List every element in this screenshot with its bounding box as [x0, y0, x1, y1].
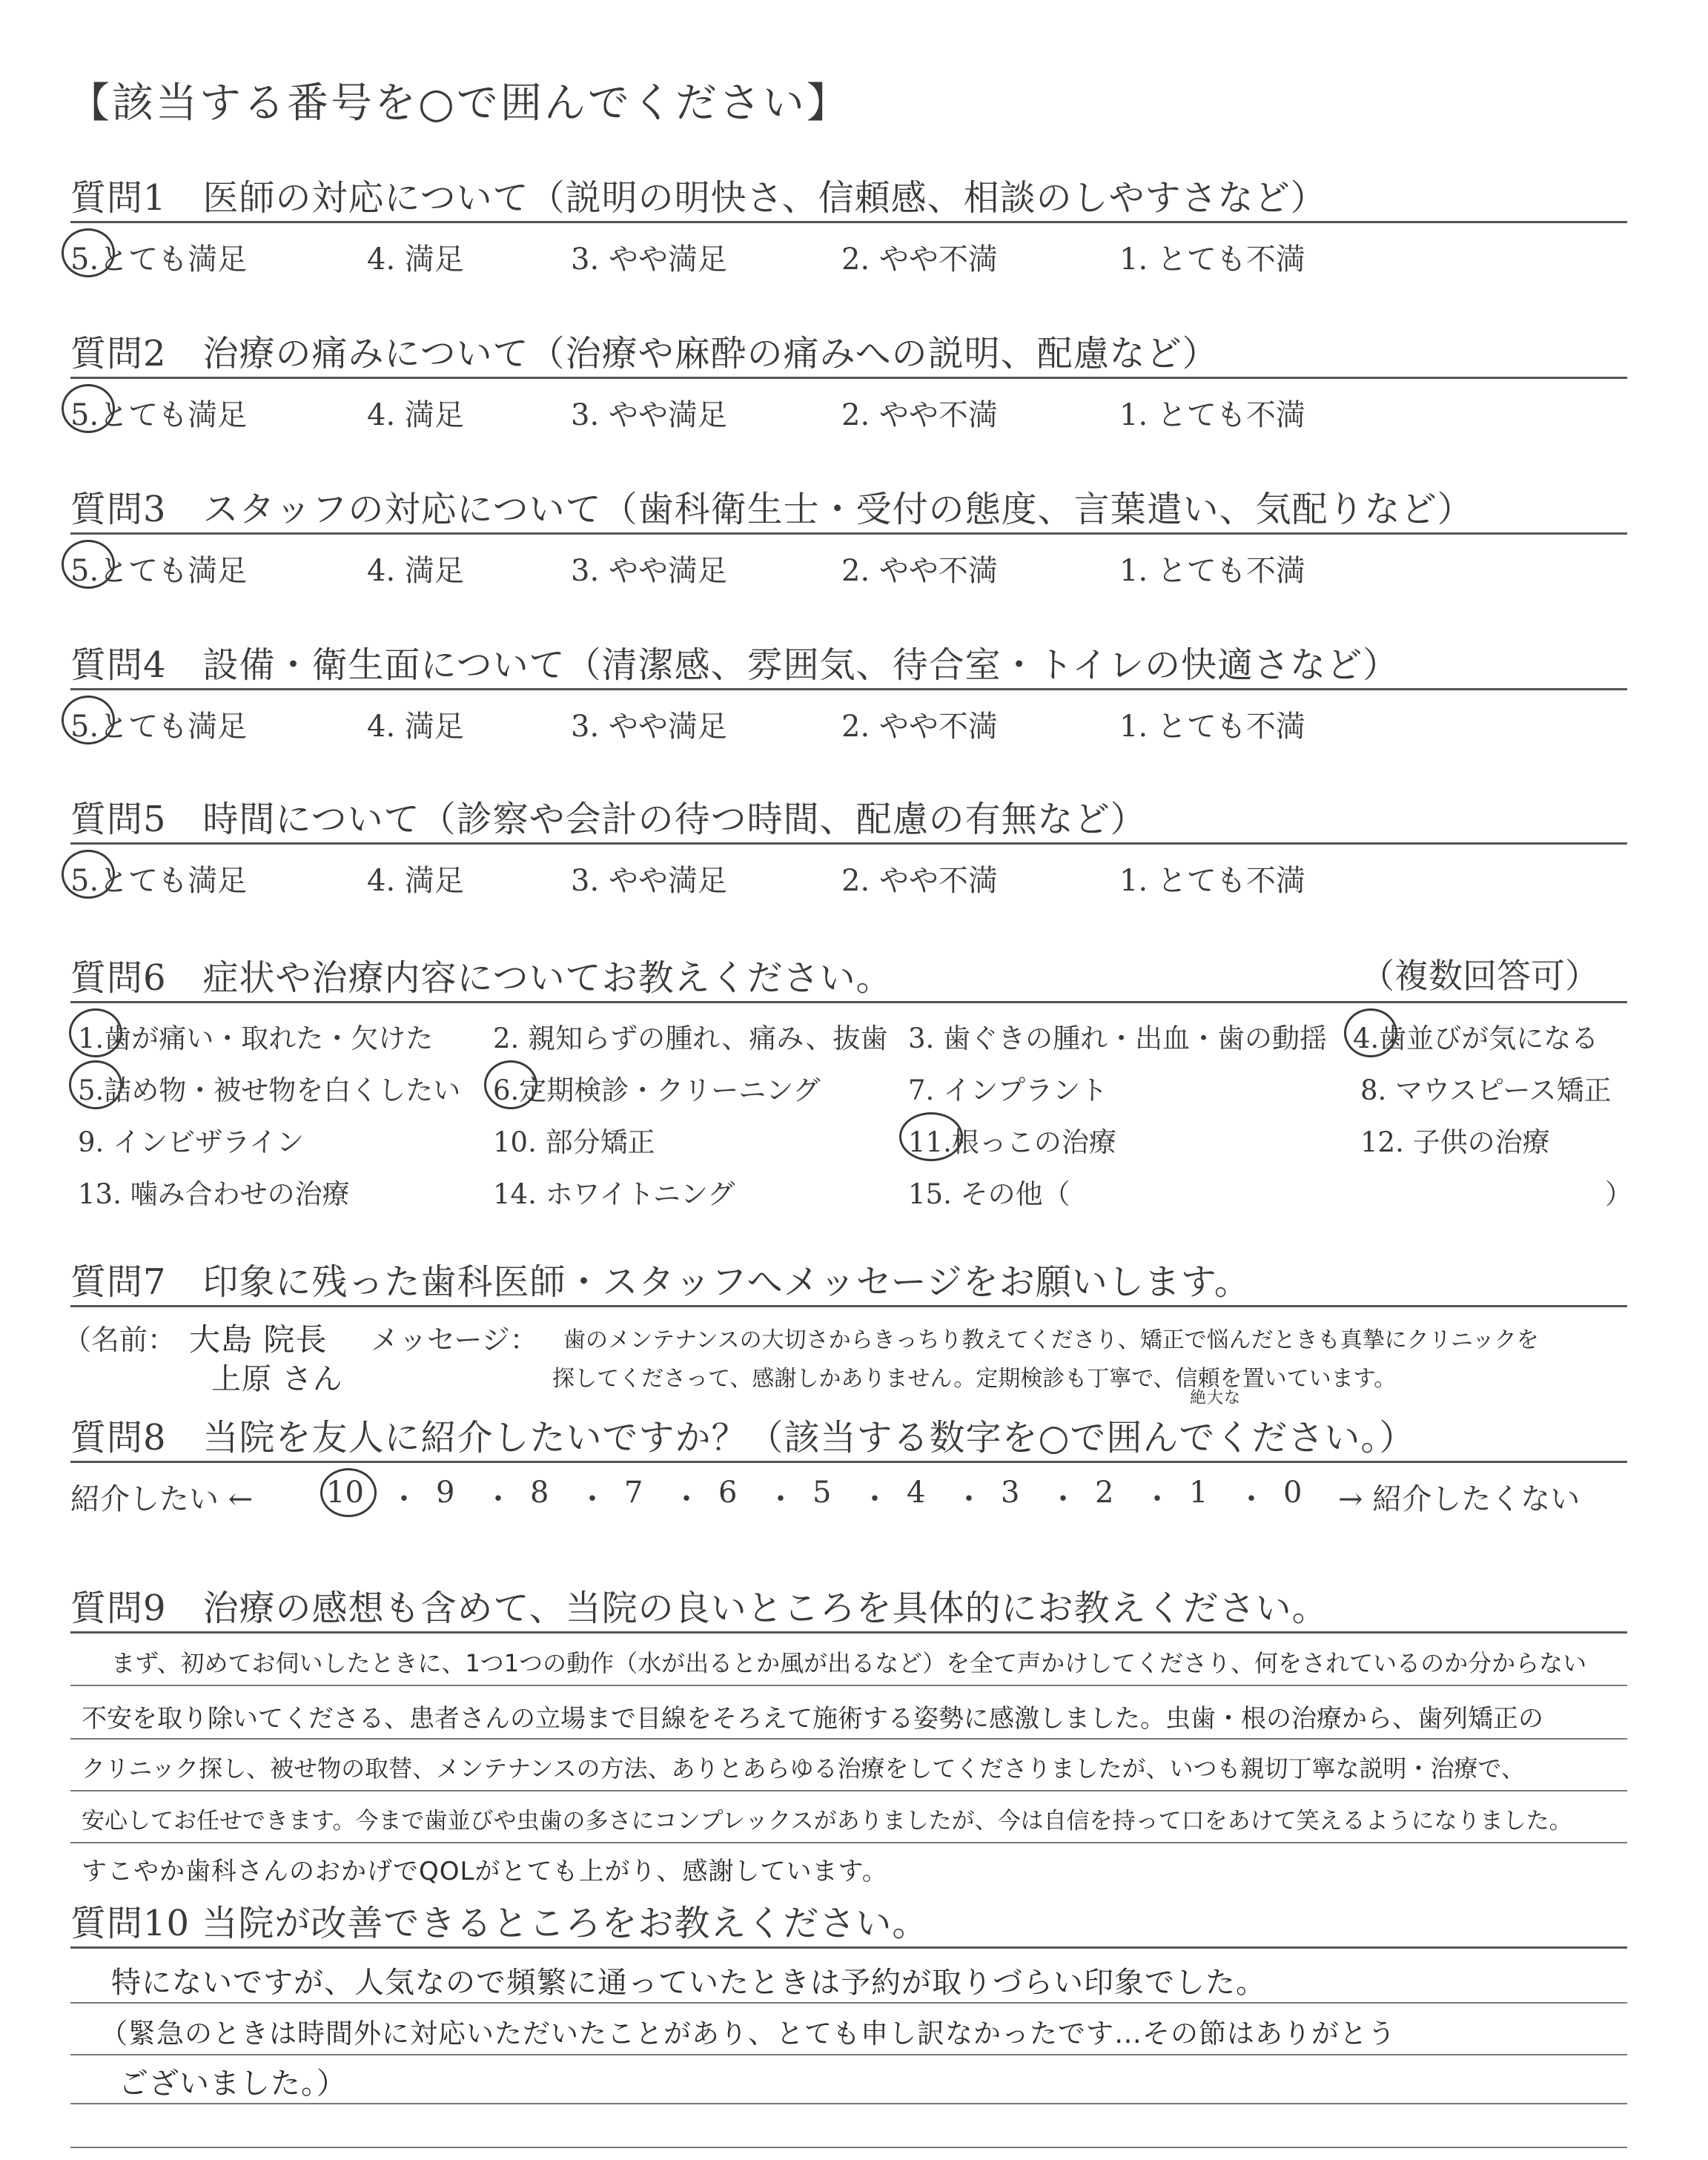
q10-line-1 [70, 2002, 1627, 2004]
q8-score-7[interactable]: 7 [624, 1476, 643, 1510]
q1-answer-circle [62, 228, 115, 277]
q6-option-7[interactable]: 7. インプラント [908, 1074, 1108, 1106]
q5-rule [70, 842, 1627, 845]
q7-name-2[interactable]: 上原 さん [211, 1362, 343, 1396]
q7-heading: 質問7 印象に残った歯科医師・スタッフへメッセージをお願いします。 [70, 1261, 1251, 1303]
q1-rule [70, 221, 1627, 223]
q6-option-4[interactable]: 4.歯並びが気になる [1353, 1016, 1598, 1056]
q6-option-11[interactable]: 11.根っこの治療 [908, 1120, 1116, 1160]
q1-option-2[interactable]: 2. やや不満 [841, 242, 998, 277]
q10-answer-line-1[interactable]: 特にないですが、人気なので頻繁に通っていたときは予約が取りづらい印象でした。 [111, 1966, 1266, 2000]
q6-option-8[interactable]: 8. マウスピース矯正 [1360, 1074, 1612, 1106]
q5-option-3[interactable]: 3. やや満足 [571, 864, 727, 898]
q4-option-5[interactable]: 5.とても満足 [70, 703, 247, 745]
q9-line-2 [70, 1738, 1627, 1740]
q7-message-insert: 絶大な [1190, 1389, 1242, 1407]
q9-line-4 [70, 1842, 1627, 1843]
q1-option-1[interactable]: 1. とても不満 [1119, 242, 1305, 277]
q4-heading: 質問4 設備・衛生面について（清潔感、雰囲気、待合室・トイレの快適さなど） [70, 644, 1400, 686]
q2-heading: 質問2 治療の痛みについて（治療や麻酔の痛みへの説明、配慮など） [70, 333, 1219, 374]
q4-option-2[interactable]: 2. やや不満 [841, 710, 998, 744]
q6-option-6[interactable]: 6.定期検診・クリーニング [493, 1068, 821, 1108]
q8-separator: ・ [1237, 1482, 1266, 1516]
q3-answer-circle [62, 540, 115, 589]
q10-rule [70, 1946, 1627, 1949]
q1-option-5[interactable]: 5.とても満足 [70, 236, 247, 278]
q10-answer-line-2[interactable]: （緊急のときは時間外に対応いただいたことがあり、とても申し訳なかったです…その節はありがとう [100, 2018, 1396, 2050]
q6-option-13[interactable]: 13. 噛み合わせの治療 [78, 1178, 350, 1210]
q7-message-line-2[interactable]: 探してくださって、感謝しかありません。定期検診も丁寧で、信頼を置いています。 [552, 1366, 1397, 1392]
q6-circle-11 [899, 1112, 963, 1161]
q8-score-6[interactable]: 6 [718, 1476, 738, 1510]
q9-rule [70, 1631, 1627, 1634]
q8-left-label: 紹介したい ← [70, 1482, 254, 1516]
q6-circle-5 [69, 1060, 122, 1109]
q6-option-15[interactable]: 15. その他（ [908, 1178, 1070, 1210]
q8-heading: 質問8 当院を友人に紹介したいですか？（該当する数字を○で囲んでください。） [70, 1417, 1416, 1459]
q2-rule [70, 377, 1627, 379]
q7-name-1[interactable]: 大島 院長 [189, 1321, 328, 1358]
q8-score-4[interactable]: 4 [907, 1476, 926, 1510]
q6-option-3[interactable]: 3. 歯ぐきの腫れ・出血・歯の動揺 [908, 1023, 1328, 1054]
q9-answer-line-4[interactable]: 安心してお任せできます。今まで歯並びや虫歯の多さにコンプレックスがありましたが、今は自信を持って口をあけて笑えるようになりました。 [82, 1808, 1572, 1834]
q6-option-2[interactable]: 2. 親知らずの腫れ、痛み、抜歯 [493, 1023, 888, 1054]
q6-note: （複数回答可） [1360, 956, 1599, 996]
q9-heading: 質問9 治療の感想も含めて、当院の良いところを具体的にお教えください。 [70, 1588, 1328, 1629]
q4-answer-circle [62, 696, 115, 744]
q8-separator: ・ [577, 1482, 607, 1516]
q6-option-10[interactable]: 10. 部分矯正 [493, 1126, 655, 1158]
q8-separator: ・ [1142, 1482, 1172, 1516]
q3-option-2[interactable]: 2. やや不満 [841, 554, 998, 588]
q5-answer-circle [62, 850, 115, 899]
q10-line-2 [70, 2054, 1627, 2055]
q6-heading: 質問6 症状や治療内容についてお教えください。 [70, 957, 893, 999]
q2-option-3[interactable]: 3. やや満足 [571, 398, 727, 432]
q8-score-9[interactable]: 9 [436, 1476, 455, 1510]
q7-name-label: （名前： [63, 1324, 176, 1356]
q2-option-4[interactable]: 4. 満足 [367, 398, 464, 432]
q4-option-1[interactable]: 1. とても不満 [1119, 710, 1305, 744]
q3-option-1[interactable]: 1. とても不満 [1119, 554, 1305, 588]
q3-option-4[interactable]: 4. 満足 [367, 554, 464, 588]
q3-heading: 質問3 スタッフの対応について（歯科衛生士・受付の態度、言葉遣い、気配りなど） [70, 489, 1474, 530]
q6-option-5[interactable]: 5.詰め物・被せ物を白くしたい [78, 1068, 460, 1108]
page-title: 【該当する番号を○で囲んでください】 [68, 79, 850, 128]
q5-option-5[interactable]: 5.とても満足 [70, 857, 247, 899]
q2-answer-circle [62, 384, 115, 433]
q8-score-8[interactable]: 8 [530, 1476, 549, 1510]
q8-answer-circle [320, 1468, 377, 1517]
q6-option-1[interactable]: 1.歯が痛い・取れた・欠けた [78, 1016, 433, 1056]
q8-right-label: → 紹介したくない [1338, 1482, 1580, 1516]
q2-option-5[interactable]: 5.とても満足 [70, 392, 247, 434]
q4-rule [70, 688, 1627, 690]
q6-circle-1 [69, 1008, 122, 1057]
q1-option-3[interactable]: 3. やや満足 [571, 242, 727, 277]
q8-separator: ・ [389, 1482, 419, 1516]
q2-option-2[interactable]: 2. やや不満 [841, 398, 998, 432]
q8-separator: ・ [672, 1482, 701, 1516]
q8-separator: ・ [483, 1482, 513, 1516]
q8-score-1[interactable]: 1 [1189, 1476, 1208, 1510]
q7-message-label: メッセージ： [371, 1324, 538, 1356]
q3-option-3[interactable]: 3. やや満足 [571, 554, 727, 588]
q6-option-14[interactable]: 14. ホワイトニング [493, 1178, 735, 1210]
q9-answer-line-1[interactable]: まず、初めてお伺いしたときに、1つ1つの動作（水が出るとか風が出るなど）を全て声かけしてくださり、何をされているのか分からない [111, 1649, 1587, 1677]
q8-score-10[interactable]: 10 [326, 1476, 364, 1510]
q2-option-1[interactable]: 1. とても不満 [1119, 398, 1305, 432]
q1-option-4[interactable]: 4. 満足 [367, 242, 464, 277]
q5-option-2[interactable]: 2. やや不満 [841, 864, 998, 898]
q8-rule [70, 1461, 1627, 1463]
q6-option-12[interactable]: 12. 子供の治療 [1360, 1126, 1550, 1158]
q5-heading: 質問5 時間について（診察や会計の待つ時間、配慮の有無など） [70, 799, 1147, 840]
q10-line-3 [70, 2103, 1627, 2104]
q8-score-3[interactable]: 3 [1001, 1476, 1020, 1510]
q4-option-3[interactable]: 3. やや満足 [571, 710, 727, 744]
q8-score-2[interactable]: 2 [1095, 1476, 1114, 1510]
q6-rule [70, 1001, 1627, 1003]
q8-scale [326, 1476, 1312, 1516]
q8-score-5[interactable]: 5 [812, 1476, 832, 1510]
q9-line-3 [70, 1790, 1627, 1791]
q10-heading: 質問10 当院が改善できるところをお教えください。 [70, 1903, 929, 1944]
q10-answer-line-3[interactable]: ございました。） [119, 2067, 347, 2101]
q9-answer-line-2[interactable]: 不安を取り除いてくださる、患者さんの立場まで目線をそろえて施術する姿勢に感激しました。虫歯・根の治療から、歯列矯正の [82, 1704, 1543, 1734]
q8-separator: ・ [1048, 1482, 1078, 1516]
q6-circle-6 [484, 1060, 537, 1109]
q8-separator: ・ [766, 1482, 795, 1516]
q8-score-0[interactable]: 0 [1283, 1476, 1302, 1510]
q5-option-4[interactable]: 4. 満足 [367, 864, 464, 898]
q7-rule [70, 1305, 1627, 1307]
q8-separator: ・ [860, 1482, 890, 1516]
q9-answer-line-3[interactable]: クリニック探し、被せ物の取替、メンテナンスの方法、ありとあらゆる治療をしてくださりましたが、いつも親切丁寧な説明・治療で、 [82, 1754, 1525, 1783]
q6-option-9[interactable]: 9. インビザライン [78, 1126, 304, 1158]
q4-option-4[interactable]: 4. 満足 [367, 710, 464, 744]
q8-separator: ・ [954, 1482, 984, 1516]
q9-line-1 [70, 1685, 1627, 1686]
q9-answer-line-5[interactable]: すこやか歯科さんのおかげでQOLがとても上がり、感謝しています。 [82, 1857, 888, 1886]
q3-rule [70, 532, 1627, 535]
q6-other-close-paren: ） [1605, 1178, 1632, 1210]
q7-message-line-1[interactable]: 歯のメンテナンスの大切さからきっちり教えてくださり、矯正で悩んだときも真摯にクリニックを [563, 1327, 1539, 1353]
q1-heading: 質問1 医師の対応について（説明の明快さ、信頼感、相談のしやすさなど） [70, 177, 1327, 219]
q5-option-1[interactable]: 1. とても不満 [1119, 864, 1305, 898]
q6-circle-4 [1344, 1008, 1397, 1057]
q3-option-5[interactable]: 5.とても満足 [70, 547, 247, 589]
q10-line-4 [70, 2147, 1627, 2148]
